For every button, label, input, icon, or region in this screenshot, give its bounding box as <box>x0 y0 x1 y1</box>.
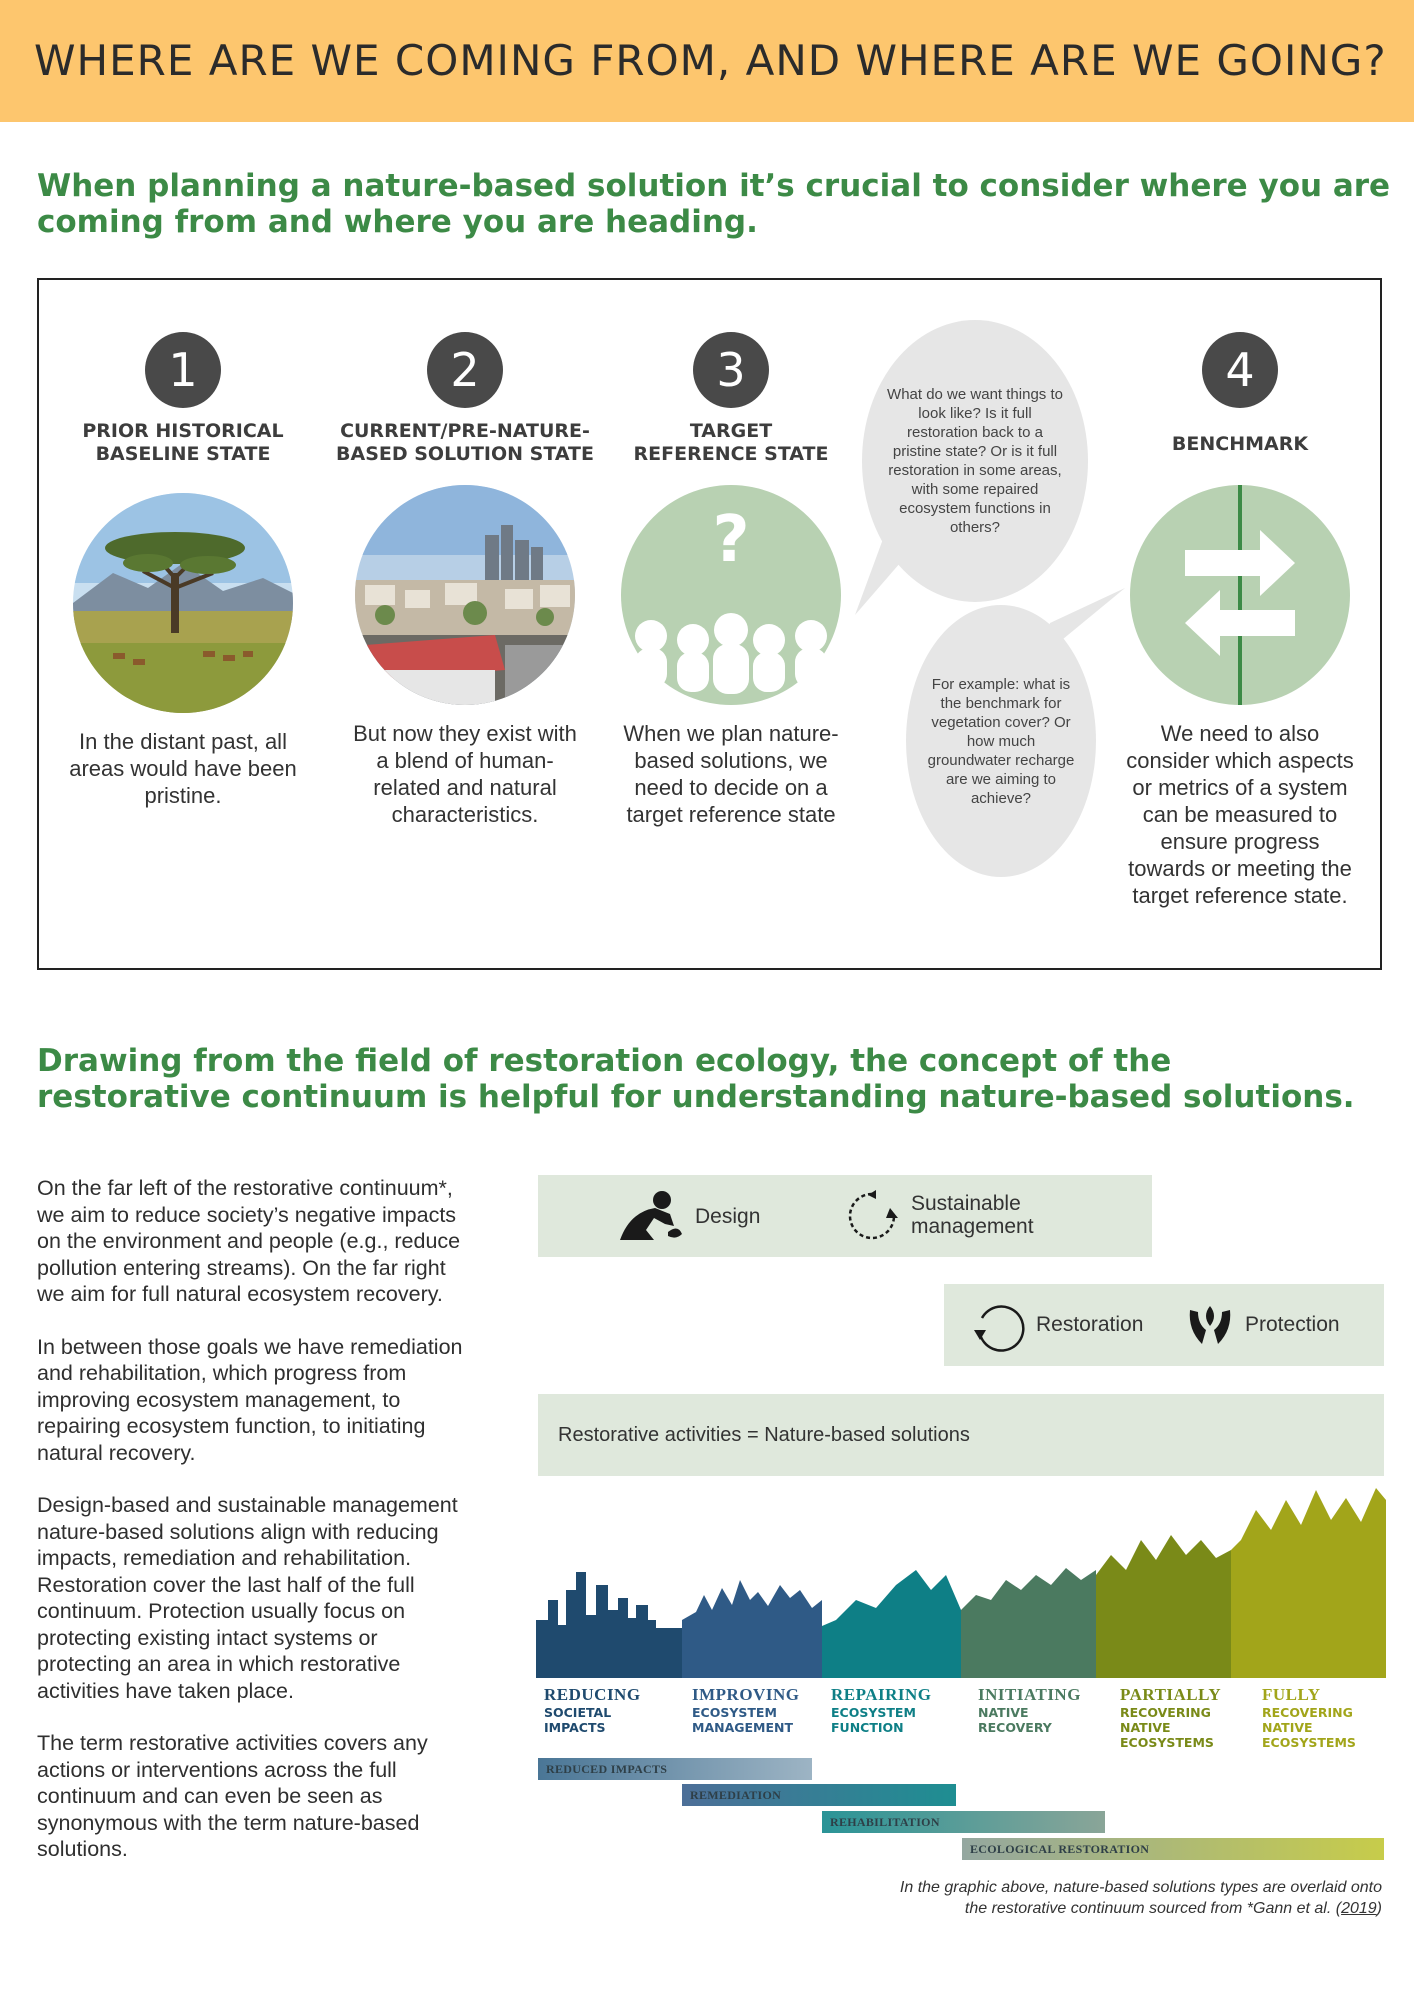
intro-heading: When planning a nature-based solution it’s crucial to consider where you are coming from and where you are heading. <box>37 168 1391 240</box>
continuum-improving-title: IMPROVING <box>692 1685 800 1704</box>
speech-bubble-bottom: For example: what is the benchmark for vegetation cover? Or how much groundwater recharge are we aiming to achieve? <box>906 605 1096 877</box>
gardener-icon <box>610 1190 685 1242</box>
body-paragraph-4: The term restorative activities covers any actions or interventions across the full continuum and can even be seen as synonymous with the term nature-based solutions. <box>37 1731 428 1861</box>
legend-sustainable-label: Sustainable management <box>911 1192 1034 1238</box>
continuum-reducing-title: REDUCING <box>544 1685 641 1704</box>
continuum-partially-sub: RECOVERING NATIVE ECOSYSTEMS <box>1120 1705 1214 1750</box>
step-3-number: 3 <box>693 332 769 408</box>
caption-citation-link[interactable]: 2019 <box>1341 1900 1377 1917</box>
page-header <box>0 0 1414 122</box>
forest-fully <box>1231 1488 1386 1678</box>
continuum-landscape <box>536 1480 1386 1678</box>
continuum-repairing-title: REPAIRING <box>831 1685 932 1704</box>
city-image <box>355 485 575 705</box>
body-text-column <box>37 1175 477 1889</box>
continuum-initiating <box>978 1685 1118 1735</box>
continuum-improving <box>692 1685 832 1735</box>
legend-design-label: Design <box>695 1205 761 1228</box>
step-2-title: CURRENT/PRE-NATURE- BASED SOLUTION STATE <box>336 420 594 465</box>
caption-line-2 <box>700 1898 1382 1919</box>
cycle-icon <box>846 1190 898 1242</box>
continuum-partially <box>1120 1685 1260 1750</box>
continuum-reducing-sub: SOCIETAL IMPACTS <box>544 1705 612 1735</box>
speech-bubble-top: What do we want things to look like? Is it full restoration back to a pristine state? Or is it full restoration in some areas, with some repaired ecosystem functions in others? <box>862 320 1088 602</box>
savanna-image <box>73 493 293 713</box>
step-3-text: When we plan nature-based solutions, we need to decide on a target reference state <box>623 721 839 827</box>
question-icon: ? <box>712 503 750 577</box>
skyline-reducing <box>536 1572 682 1678</box>
continuum-repairing <box>831 1685 971 1735</box>
continuum-fully-title: FULLY <box>1262 1685 1321 1704</box>
continuum-fully-sub: RECOVERING NATIVE ECOSYSTEMS <box>1262 1705 1356 1750</box>
forest-partially <box>1096 1535 1231 1678</box>
step-4-text: We need to also consider which aspects or metrics of a system can be measured to ensure progress towards or meeting the target reference state. <box>1126 721 1354 908</box>
body-paragraph-1: On the far left of the restorative continuum*, we aim to reduce society’s negative impacts on the environment and people (e.g., reduce pollution entering streams). On the far right we aim for full natural ecosystem recovery. <box>37 1176 461 1306</box>
skyline-improving <box>682 1580 822 1678</box>
continuum-reducing <box>544 1685 684 1735</box>
continuum-initiating-sub: NATIVE RECOVERY <box>978 1705 1052 1735</box>
people-group-icon <box>621 600 841 705</box>
step-1-title: PRIOR HISTORICAL BASELINE STATE <box>82 420 284 465</box>
step-2-number: 2 <box>427 332 503 408</box>
legend-protection-label: Protection <box>1245 1313 1340 1336</box>
caption-suffix: ) <box>1376 1900 1382 1917</box>
bar-rehabilitation: REHABILITATION <box>822 1811 1105 1833</box>
restorative-activities-label: Restorative activities = Nature-based solutions <box>558 1424 970 1446</box>
legend-restoration-label: Restoration <box>1036 1313 1144 1336</box>
restoration-cycle-icon <box>972 1300 1026 1352</box>
continuum-repairing-sub: ECOSYSTEM FUNCTION <box>831 1705 916 1735</box>
caption-prefix: the restorative continuum sourced from *Gann et al. ( <box>964 1900 1342 1917</box>
step-1-number: 1 <box>145 332 221 408</box>
bar-remediation: REMEDIATION <box>682 1784 956 1806</box>
protecting-hands-icon <box>1186 1300 1234 1348</box>
body-paragraph-2: In between those goals we have remediation and rehabilitation, which progress from improving ecosystem management, to repairing ecosystem function, to initiating natural recovery. <box>37 1334 463 1465</box>
body-paragraph-3: Design-based and sustainable management nature-based solutions align with reducing impacts, remediation and rehabilitation. Restoration cover the last half of the full continuum. Protection usually focus on protecting existing intact systems or protecting an area in which restorative activities have taken place. <box>37 1493 458 1703</box>
forest-initiating <box>961 1568 1096 1678</box>
step-4-number: 4 <box>1202 332 1278 408</box>
continuum-initiating-title: INITIATING <box>978 1685 1081 1704</box>
continuum-partially-title: PARTIALLY <box>1120 1685 1222 1704</box>
step-1-text: In the distant past, all areas would have been pristine. <box>69 729 297 808</box>
step-3-title: TARGET REFERENCE STATE <box>633 420 829 465</box>
step-2-text: But now they exist with a blend of human-related and natural characteristics. <box>353 721 577 827</box>
step-4-title: BENCHMARK <box>1171 433 1309 455</box>
page-title: WHERE ARE WE COMING FROM, AND WHERE ARE WE GOING? <box>34 36 1387 85</box>
continuum-improving-sub: ECOSYSTEM MANAGEMENT <box>692 1705 794 1735</box>
figure-caption <box>700 1877 1382 1919</box>
exchange-arrows-icon <box>1180 528 1300 658</box>
section2-heading: Drawing from the field of restoration ecology, the concept of the restorative continuum is helpful for understanding nature-based solutions. <box>37 1043 1355 1115</box>
landscape-repairing <box>822 1570 961 1678</box>
bar-ecological-restoration: ECOLOGICAL RESTORATION <box>962 1838 1384 1860</box>
continuum-fully <box>1262 1685 1382 1750</box>
bar-reduced-impacts: REDUCED IMPACTS <box>538 1758 812 1780</box>
caption-line-1: In the graphic above, nature-based solutions types are overlaid onto <box>899 1879 1382 1896</box>
